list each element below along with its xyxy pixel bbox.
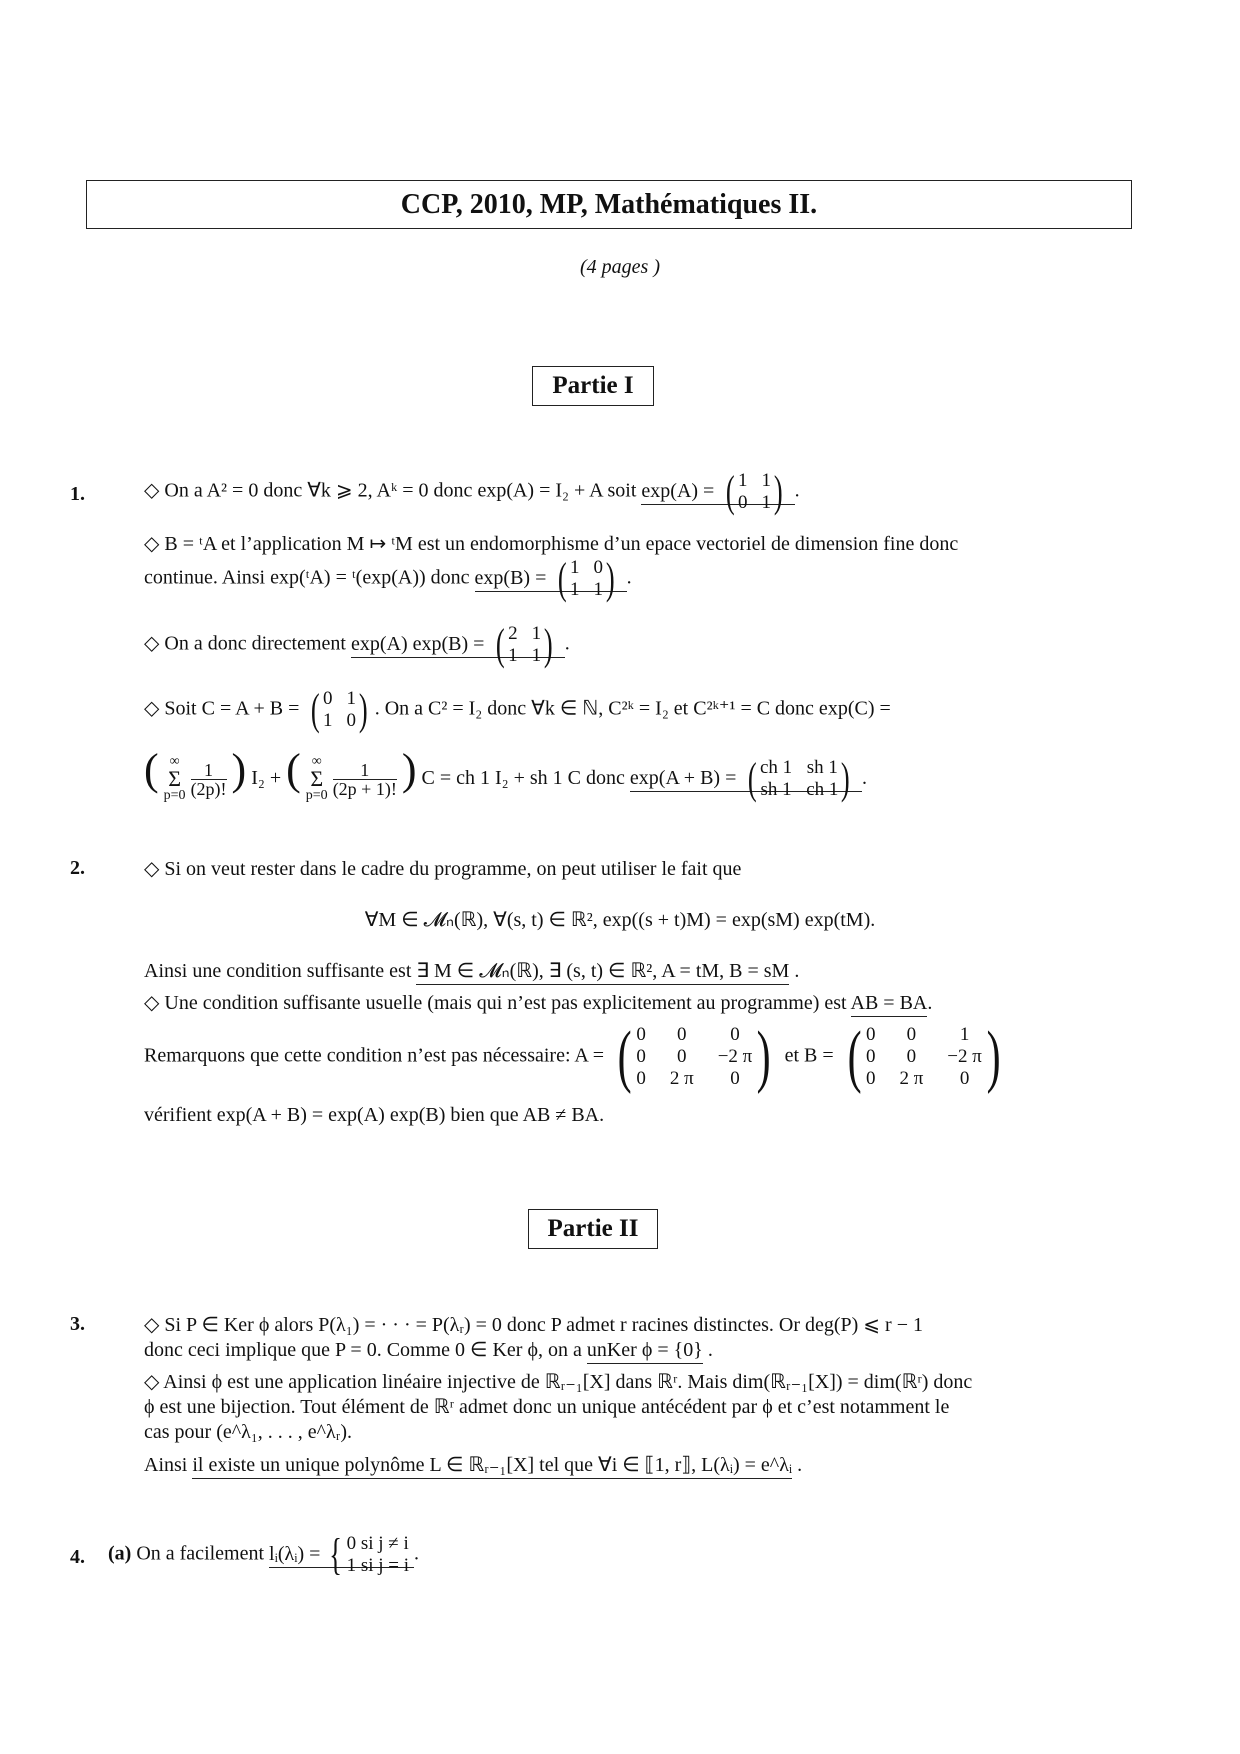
q3-line2: donc ceci implique que P = 0. Comme 0 ∈ Ker ϕ, on a unKer ϕ = {0} . (144, 1338, 713, 1362)
q2-result-commute: AB = BA (851, 992, 928, 1017)
part-heading-1: Partie I (532, 366, 654, 406)
q2-result-condition: ∃ M ∈ 𝓜ₙ(ℝ), ∃ (s, t) ∈ ℝ², A = tM, B = sM (416, 960, 789, 985)
matrix-A-example: ( 0 0 0 0 0 −2 π 0 2 π 0 ) (617, 1018, 771, 1095)
question-number-4: 4. (70, 1546, 85, 1568)
cases-block: { 0 si j ≠ i 1 si j = i (329, 1530, 410, 1579)
q3-result-kernel: unKer ϕ = {0} (587, 1339, 703, 1364)
q1-result-expB: exp(B) = ( 1 0 1 1 ) (475, 567, 627, 592)
matrix-expB: ( 1 0 1 1 ) (558, 554, 615, 603)
q4-result-lagrange: lᵢ(λᵢ) = { 0 si j ≠ i 1 si j = i (269, 1543, 414, 1568)
q2-line3: Ainsi une condition suffisante est ∃ M ∈ 𝓜ₙ(ℝ), ∃ (s, t) ∈ ℝ², A = tM, B = sM . (144, 959, 799, 983)
part-heading-2: Partie II (528, 1209, 658, 1249)
q3-line1: ◇ Si P ∈ Ker ϕ alors P(λ₁) = · · · = P(λᵣ) = 0 donc P admet r racines distinctes. Or deg(P) ⩽ r − 1 (144, 1314, 923, 1336)
q1-line1: ◇ On a A² = 0 donc ∀k ⩾ 2, Aᵏ = 0 donc exp(A) = I₂ + A soit exp(A) = ( 1 1 0 1 ) . (144, 467, 800, 516)
sum-even: ∞ Σ p=0 (163, 754, 186, 804)
matrix-product: ( 2 1 1 1 ) (496, 620, 553, 669)
q2-line1: ◇ Si on veut rester dans le cadre du programme, on peut utiliser le fait que (144, 858, 742, 880)
page-count: (4 pages ) (580, 256, 660, 278)
q2-line4: ◇ Une condition suffisante usuelle (mais qui n’est pas explicitement au programme) est AB = BA. (144, 991, 932, 1015)
q1-line6: ( ∞ Σ p=0 $\frac{1}{(2p)!}$ ) I₂ + ( ∞ Σ p=0 $\frac{1}{(2p + 1)!}$ ) C = ch 1 I₂ + sh 1 C donc exp(A + B) = ( ch 1 sh 1 sh 1 ch 1 ) . (144, 745, 868, 804)
q1-result-expA: exp(A) = ( 1 1 0 1 ) (641, 480, 794, 505)
matrix-expAB: ( ch 1 sh 1 sh 1 ch 1 ) (748, 754, 851, 804)
q1-result-expAB: exp(A + B) = ( ch 1 sh 1 sh 1 ch 1 ) (630, 767, 862, 792)
q1-result-product: exp(A) exp(B) = ( 2 1 1 1 ) (351, 633, 565, 658)
matrix-B-example: ( 0 0 1 0 0 −2 π 0 2 π 0 ) (847, 1018, 1001, 1095)
q1-line3: continue. Ainsi exp(ᵗA) = ᵗ(exp(A)) donc exp(B) = ( 1 0 1 1 ) . (144, 554, 632, 603)
fraction-even: $\frac{1}{(2p)!}$ (190, 759, 227, 799)
q2-formula: ∀M ∈ 𝓜ₙ(ℝ), ∀(s, t) ∈ ℝ², exp((s + t)M) = exp(sM) exp(tM). (364, 909, 876, 931)
question-number-2: 2. (70, 857, 85, 879)
q3-result-polynomial: il existe un unique polynôme L ∈ ℝᵣ₋₁[X] tel que ∀i ∈ ⟦1, r⟧, L(λᵢ) = e^λᵢ (192, 1454, 792, 1479)
q4-line1: (a) On a facilement lᵢ(λᵢ) = { 0 si j ≠ i 1 si j = i . (108, 1530, 420, 1579)
sum-odd: ∞ Σ p=0 (305, 754, 328, 804)
q3-line6: Ainsi il existe un unique polynôme L ∈ ℝᵣ₋₁[X] tel que ∀i ∈ ⟦1, r⟧, L(λᵢ) = e^λᵢ . (144, 1453, 802, 1477)
q2-line6: vérifient exp(A + B) = exp(A) exp(B) bien que AB ≠ BA. (144, 1104, 605, 1126)
question-number-3: 3. (70, 1313, 85, 1335)
q1-line4: ◇ On a donc directement exp(A) exp(B) = ( 2 1 1 1 ) . (144, 620, 570, 669)
q1-line5: ◇ Soit C = A + B = ( 0 1 1 0 ) . On a C² = I₂ donc ∀k ∈ ℕ, C²ᵏ = I₂ et C²ᵏ⁺¹ = C donc exp(C) = (144, 685, 891, 734)
matrix-expA: ( 1 1 0 1 ) (726, 467, 783, 516)
q3-line5: cas pour (e^λ₁, . . . , e^λᵣ). (144, 1421, 352, 1443)
q4-part-a: (a) (108, 1542, 132, 1565)
q3-line4: ϕ est une bijection. Tout élément de ℝʳ admet donc un unique antécédent par ϕ et c’est notamment le (144, 1396, 950, 1418)
matrix-C: ( 0 1 1 0 ) (311, 685, 368, 734)
q3-line3: ◇ Ainsi ϕ est une application linéaire injective de ℝᵣ₋₁[X] dans ℝʳ. Mais dim(ℝᵣ₋₁[X]) = dim(ℝʳ) donc (144, 1371, 973, 1393)
fraction-odd: $\frac{1}{(2p + 1)!}$ (332, 759, 397, 799)
document-title: CCP, 2010, MP, Mathématiques II. (86, 180, 1132, 229)
q1-line2: ◇ B = ᵗA et l’application M ↦ ᵗM est un endomorphisme d’un epace vectoriel de dimension fine donc (144, 533, 959, 555)
question-number-1: 1. (70, 483, 85, 505)
q2-line5: Remarquons que cette condition n’est pas nécessaire: A = ( 0 0 0 0 0 −2 π 0 2 π 0 ) et B = ( 0 0 1 0 0 −2 π 0 2 π 0 ) (144, 1022, 1009, 1092)
